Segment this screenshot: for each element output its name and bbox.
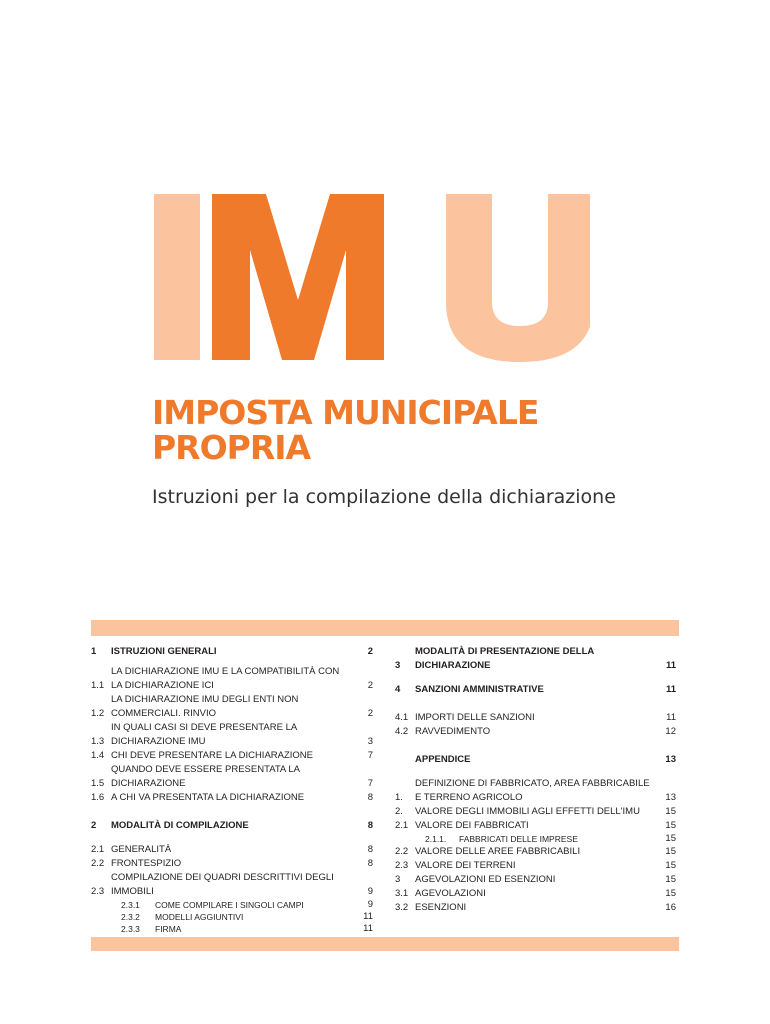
toc-entry[interactable] [395, 873, 676, 887]
toc-entry-number: 1.2 [91, 708, 105, 719]
toc-entry-page: 12 [665, 726, 676, 737]
toc-entry[interactable] [395, 833, 676, 845]
toc-entry-label: VALORE DEGLI IMMOBILI AGLI EFFETTI DELL'IMU [415, 806, 640, 817]
toc-entry-page: 2 [367, 646, 373, 657]
toc-entry[interactable] [91, 843, 373, 857]
toc-entry[interactable] [91, 923, 373, 935]
toc-entry[interactable] [395, 711, 676, 725]
toc-entry-page: 15 [665, 846, 676, 857]
toc-entry-page: 11 [363, 923, 373, 934]
toc-entry[interactable] [91, 749, 373, 763]
toc-entry-label: LA DICHIARAZIONE IMU DEGLI ENTI NON COMMERCIALI. RINVIO [111, 694, 299, 719]
toc-entry-page: 7 [367, 750, 373, 761]
toc-entry-number: 2.1 [395, 820, 409, 831]
toc-entry-page: 13 [665, 754, 676, 765]
toc-entry-label: VALORE DEI FABBRICATI [415, 820, 529, 831]
toc-entry-page: 11 [666, 712, 676, 723]
toc-entry[interactable] [91, 791, 373, 805]
toc-entry-label: ESENZIONI [415, 902, 467, 913]
toc-entry[interactable] [91, 645, 373, 659]
toc-entry-number: 2.1.1. [425, 834, 447, 844]
toc-entry-number: 3.2 [395, 902, 409, 913]
toc-entry-page: 11 [665, 684, 676, 695]
toc-entry-page: 8 [367, 858, 373, 869]
toc-entry[interactable] [395, 805, 676, 819]
toc-entry-label: AGEVOLAZIONI [415, 888, 486, 899]
toc-entry-label: AGEVOLAZIONI ED ESENZIONI [415, 874, 556, 885]
toc-entry-number: 3.1 [395, 888, 409, 899]
toc-entry-label: SANZIONI AMMINISTRATIVE [415, 684, 544, 695]
toc-left-column [91, 645, 373, 935]
logo-letter-m [212, 194, 384, 360]
toc-entry-number: 2 [91, 820, 97, 831]
document-title [152, 395, 538, 465]
toc-entry[interactable] [91, 911, 373, 923]
toc-entry[interactable] [395, 753, 676, 767]
toc-entry[interactable] [91, 665, 373, 693]
toc-entry[interactable] [91, 857, 373, 871]
toc-entry-page: 11 [363, 911, 373, 922]
toc-entry-number: 1.4 [91, 750, 105, 761]
toc-entry-label: QUANDO DEVE ESSERE PRESENTATA LA DICHIARAZIONE [111, 764, 300, 789]
title-line-2: PROPRIA [152, 428, 311, 467]
toc-entry-number: 2.3.1 [121, 900, 140, 910]
toc-entry-label: FRONTESPIZIO [111, 858, 182, 869]
toc-entry-label: VALORE DELLE AREE FABBRICABILI [415, 846, 581, 857]
toc-entry-number: 2.3 [91, 886, 105, 897]
toc-entry[interactable] [395, 645, 676, 673]
toc-entry-page: 11 [665, 660, 676, 671]
toc-entry-page: 15 [665, 820, 676, 831]
toc-entry-number: 4 [395, 684, 401, 695]
toc-entry-page: 7 [367, 778, 373, 789]
toc-entry-number: 1.5 [91, 778, 105, 789]
toc-entry-label: CHI DEVE PRESENTARE LA DICHIARAZIONE [111, 750, 314, 761]
toc-entry[interactable] [91, 819, 373, 833]
toc-entry-label: RAVVEDIMENTO [415, 726, 491, 737]
logo-letter-u [446, 194, 590, 362]
toc-entry[interactable] [395, 887, 676, 901]
toc-entry-page: 9 [367, 886, 373, 897]
toc-entry[interactable] [91, 871, 373, 899]
toc-entry[interactable] [395, 777, 676, 805]
toc-entry-number: 1.6 [91, 792, 105, 803]
toc-entry[interactable] [395, 725, 676, 739]
toc-right-column [395, 645, 676, 915]
toc-entry[interactable] [91, 721, 373, 749]
toc-entry-page: 15 [665, 860, 676, 871]
toc-entry-number: 3 [395, 874, 401, 885]
toc-entry-label: LA DICHIARAZIONE IMU E LA COMPATIBILITÀ CON LA DICHIARAZIONE ICI [111, 666, 340, 691]
toc-entry[interactable] [395, 901, 676, 915]
imu-logo [150, 190, 590, 362]
toc-entry-page: 9 [367, 899, 373, 910]
toc-entry-label: MODALITÀ DI PRESENTAZIONE DELLA DICHIARAZIONE [415, 646, 594, 671]
toc-entry[interactable] [395, 845, 676, 859]
toc-entry-label: VALORE DEI TERRENI [415, 860, 516, 871]
toc-entry-number: 2.2 [395, 846, 409, 857]
toc-entry[interactable] [91, 899, 373, 911]
toc-entry-page: 13 [665, 792, 676, 803]
toc-entry-number: 3 [395, 660, 401, 671]
toc-entry-label: A CHI VA PRESENTATA LA DICHIARAZIONE [111, 792, 305, 803]
toc-entry-label: FABBRICATI DELLE IMPRESE [459, 834, 578, 844]
toc-entry-label: FIRMA [155, 924, 182, 934]
document-subtitle: Istruzioni per la compilazione della dichiarazione [152, 486, 616, 508]
toc-entry-label: COME COMPILARE I SINGOLI CAMPI [155, 900, 304, 910]
logo-letter-i [154, 194, 200, 360]
toc-entry[interactable] [91, 763, 373, 791]
toc-entry-number: 2.3.2 [121, 912, 140, 922]
toc-entry-page: 8 [367, 792, 373, 803]
toc-entry-label: MODALITÀ DI COMPILAZIONE [111, 820, 249, 831]
toc-entry-page: 8 [367, 820, 373, 831]
toc-entry[interactable] [91, 693, 373, 721]
toc-entry-number: 1 [91, 646, 97, 657]
toc-entry-label: IMPORTI DELLE SANZIONI [415, 712, 535, 723]
toc-entry-page: 2 [367, 708, 373, 719]
title-line-1: IMPOSTA MUNICIPALE [152, 393, 539, 432]
toc-entry[interactable] [395, 859, 676, 873]
toc-entry[interactable] [395, 819, 676, 833]
toc-entry-number: 2.3.3 [121, 924, 140, 934]
toc-entry-number: 2. [395, 806, 403, 817]
toc-entry-page: 8 [367, 844, 373, 855]
bottom-band [91, 937, 679, 951]
toc-entry-page: 15 [665, 888, 676, 899]
toc-entry-number: 1. [395, 792, 403, 803]
toc-entry-label: APPENDICE [415, 754, 471, 765]
toc-entry-label: DEFINIZIONE DI FABBRICATO, AREA FABBRICABILE E TERRENO AGRICOLO [415, 778, 650, 803]
toc-entry-label: GENERALITÀ [111, 844, 172, 855]
toc-entry-number: 2.1 [91, 844, 105, 855]
toc-entry-label: ISTRUZIONI GENERALI [111, 646, 217, 657]
toc-entry-page: 15 [665, 833, 676, 844]
toc-entry-label: COMPILAZIONE DEI QUADRI DESCRITTIVI DEGLI IMMOBILI [111, 872, 334, 897]
toc-entry-page: 3 [367, 736, 373, 747]
toc-entry-page: 15 [665, 874, 676, 885]
toc-entry-page: 2 [367, 680, 373, 691]
toc-entry-number: 4.2 [395, 726, 409, 737]
toc-entry-number: 4.1 [395, 712, 409, 723]
toc-entry-number: 2.3 [395, 860, 409, 871]
toc-entry-number: 1.3 [91, 736, 105, 747]
toc-entry-page: 15 [665, 806, 676, 817]
toc-entry-number: 1.1 [91, 680, 105, 691]
toc-entry[interactable] [395, 683, 676, 697]
top-band [91, 620, 679, 636]
toc-entry-label: MODELLI AGGIUNTIVI [155, 912, 244, 922]
toc-entry-label: IN QUALI CASI SI DEVE PRESENTARE LA DICHIARAZIONE IMU [111, 722, 297, 747]
toc-entry-page: 16 [665, 902, 676, 913]
toc-entry-number: 2.2 [91, 858, 105, 869]
